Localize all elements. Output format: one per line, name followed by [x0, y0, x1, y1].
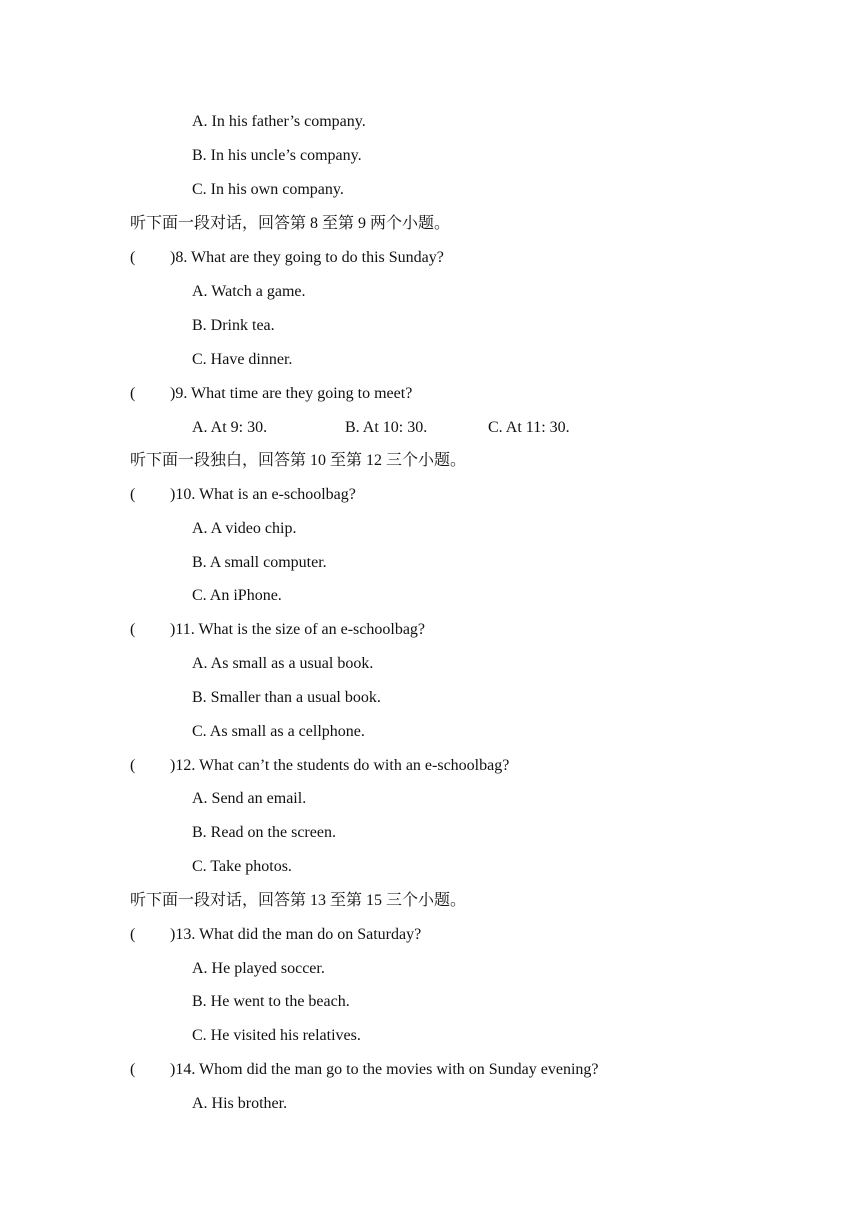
option-q11-c: C. As small as a cellphone.: [192, 723, 365, 740]
option-q11-b: B. Smaller than a usual book.: [192, 689, 381, 706]
option-q14-a: A. His brother.: [192, 1095, 288, 1112]
option-q7-b: B. In his uncle’s company.: [192, 147, 362, 164]
option-q8-b: B. Drink tea.: [192, 317, 275, 334]
answer-blank: (: [130, 926, 136, 943]
answer-blank: (: [130, 385, 136, 402]
option-q13-c: C. He visited his relatives.: [192, 1027, 361, 1044]
question-13-text: 13. What did the man do on Saturday?: [175, 926, 422, 943]
option-q8-a: A. Watch a game.: [192, 283, 306, 300]
answer-blank: (: [130, 757, 136, 774]
answer-blank: (: [130, 249, 136, 266]
section-heading-13-15: 听下面一段对话，回答第 13 至第 15 三个小题。: [130, 892, 467, 909]
question-12: ( )12. What can’t the students do with an e-schoolbag?: [130, 757, 510, 774]
section-heading-10-12: 听下面一段独白，回答第 10 至第 12 三个小题。: [130, 452, 467, 469]
question-8: ( )8. What are they going to do this Sunday?: [130, 249, 444, 266]
option-q10-b: B. A small computer.: [192, 554, 327, 571]
option-q10-c: C. An iPhone.: [192, 587, 282, 604]
option-q8-c: C. Have dinner.: [192, 351, 293, 368]
question-10: ( )10. What is an e-schoolbag?: [130, 486, 356, 503]
option-q9-c: C. At 11: 30.: [488, 419, 570, 436]
answer-blank: (: [130, 1061, 136, 1078]
question-10-text: 10. What is an e-schoolbag?: [175, 486, 356, 503]
option-q13-b: B. He went to the beach.: [192, 993, 350, 1010]
option-q12-c: C. Take photos.: [192, 858, 292, 875]
question-13: ( )13. What did the man do on Saturday?: [130, 926, 422, 943]
option-q9-b: B. At 10: 30.: [345, 419, 428, 436]
option-q7-c: C. In his own company.: [192, 181, 344, 198]
question-12-text: 12. What can’t the students do with an e-schoolbag?: [175, 757, 510, 774]
question-8-text: 8. What are they going to do this Sunday?: [175, 249, 444, 266]
option-q7-a: A. In his father’s company.: [192, 113, 366, 130]
option-q11-a: A. As small as a usual book.: [192, 655, 374, 672]
option-q9-a: A. At 9: 30.: [192, 419, 268, 436]
question-11-text: 11. What is the size of an e-schoolbag?: [175, 621, 426, 638]
section-heading-8-9: 听下面一段对话，回答第 8 至第 9 两个小题。: [130, 215, 451, 232]
option-q12-a: A. Send an email.: [192, 790, 307, 807]
answer-blank: (: [130, 486, 136, 503]
question-14-text: 14. Whom did the man go to the movies with on Sunday evening?: [175, 1061, 599, 1078]
answer-blank: (: [130, 621, 136, 638]
options-q9: [192, 418, 692, 438]
option-q13-a: A. He played soccer.: [192, 960, 325, 977]
option-q12-b: B. Read on the screen.: [192, 824, 336, 841]
option-q10-a: A. A video chip.: [192, 520, 297, 537]
question-9-text: 9. What time are they going to meet?: [175, 385, 413, 402]
question-9: ( )9. What time are they going to meet?: [130, 385, 413, 402]
question-14: ( )14. Whom did the man go to the movies with on Sunday evening?: [130, 1061, 599, 1078]
question-11: ( )11. What is the size of an e-schoolbag?: [130, 621, 426, 638]
